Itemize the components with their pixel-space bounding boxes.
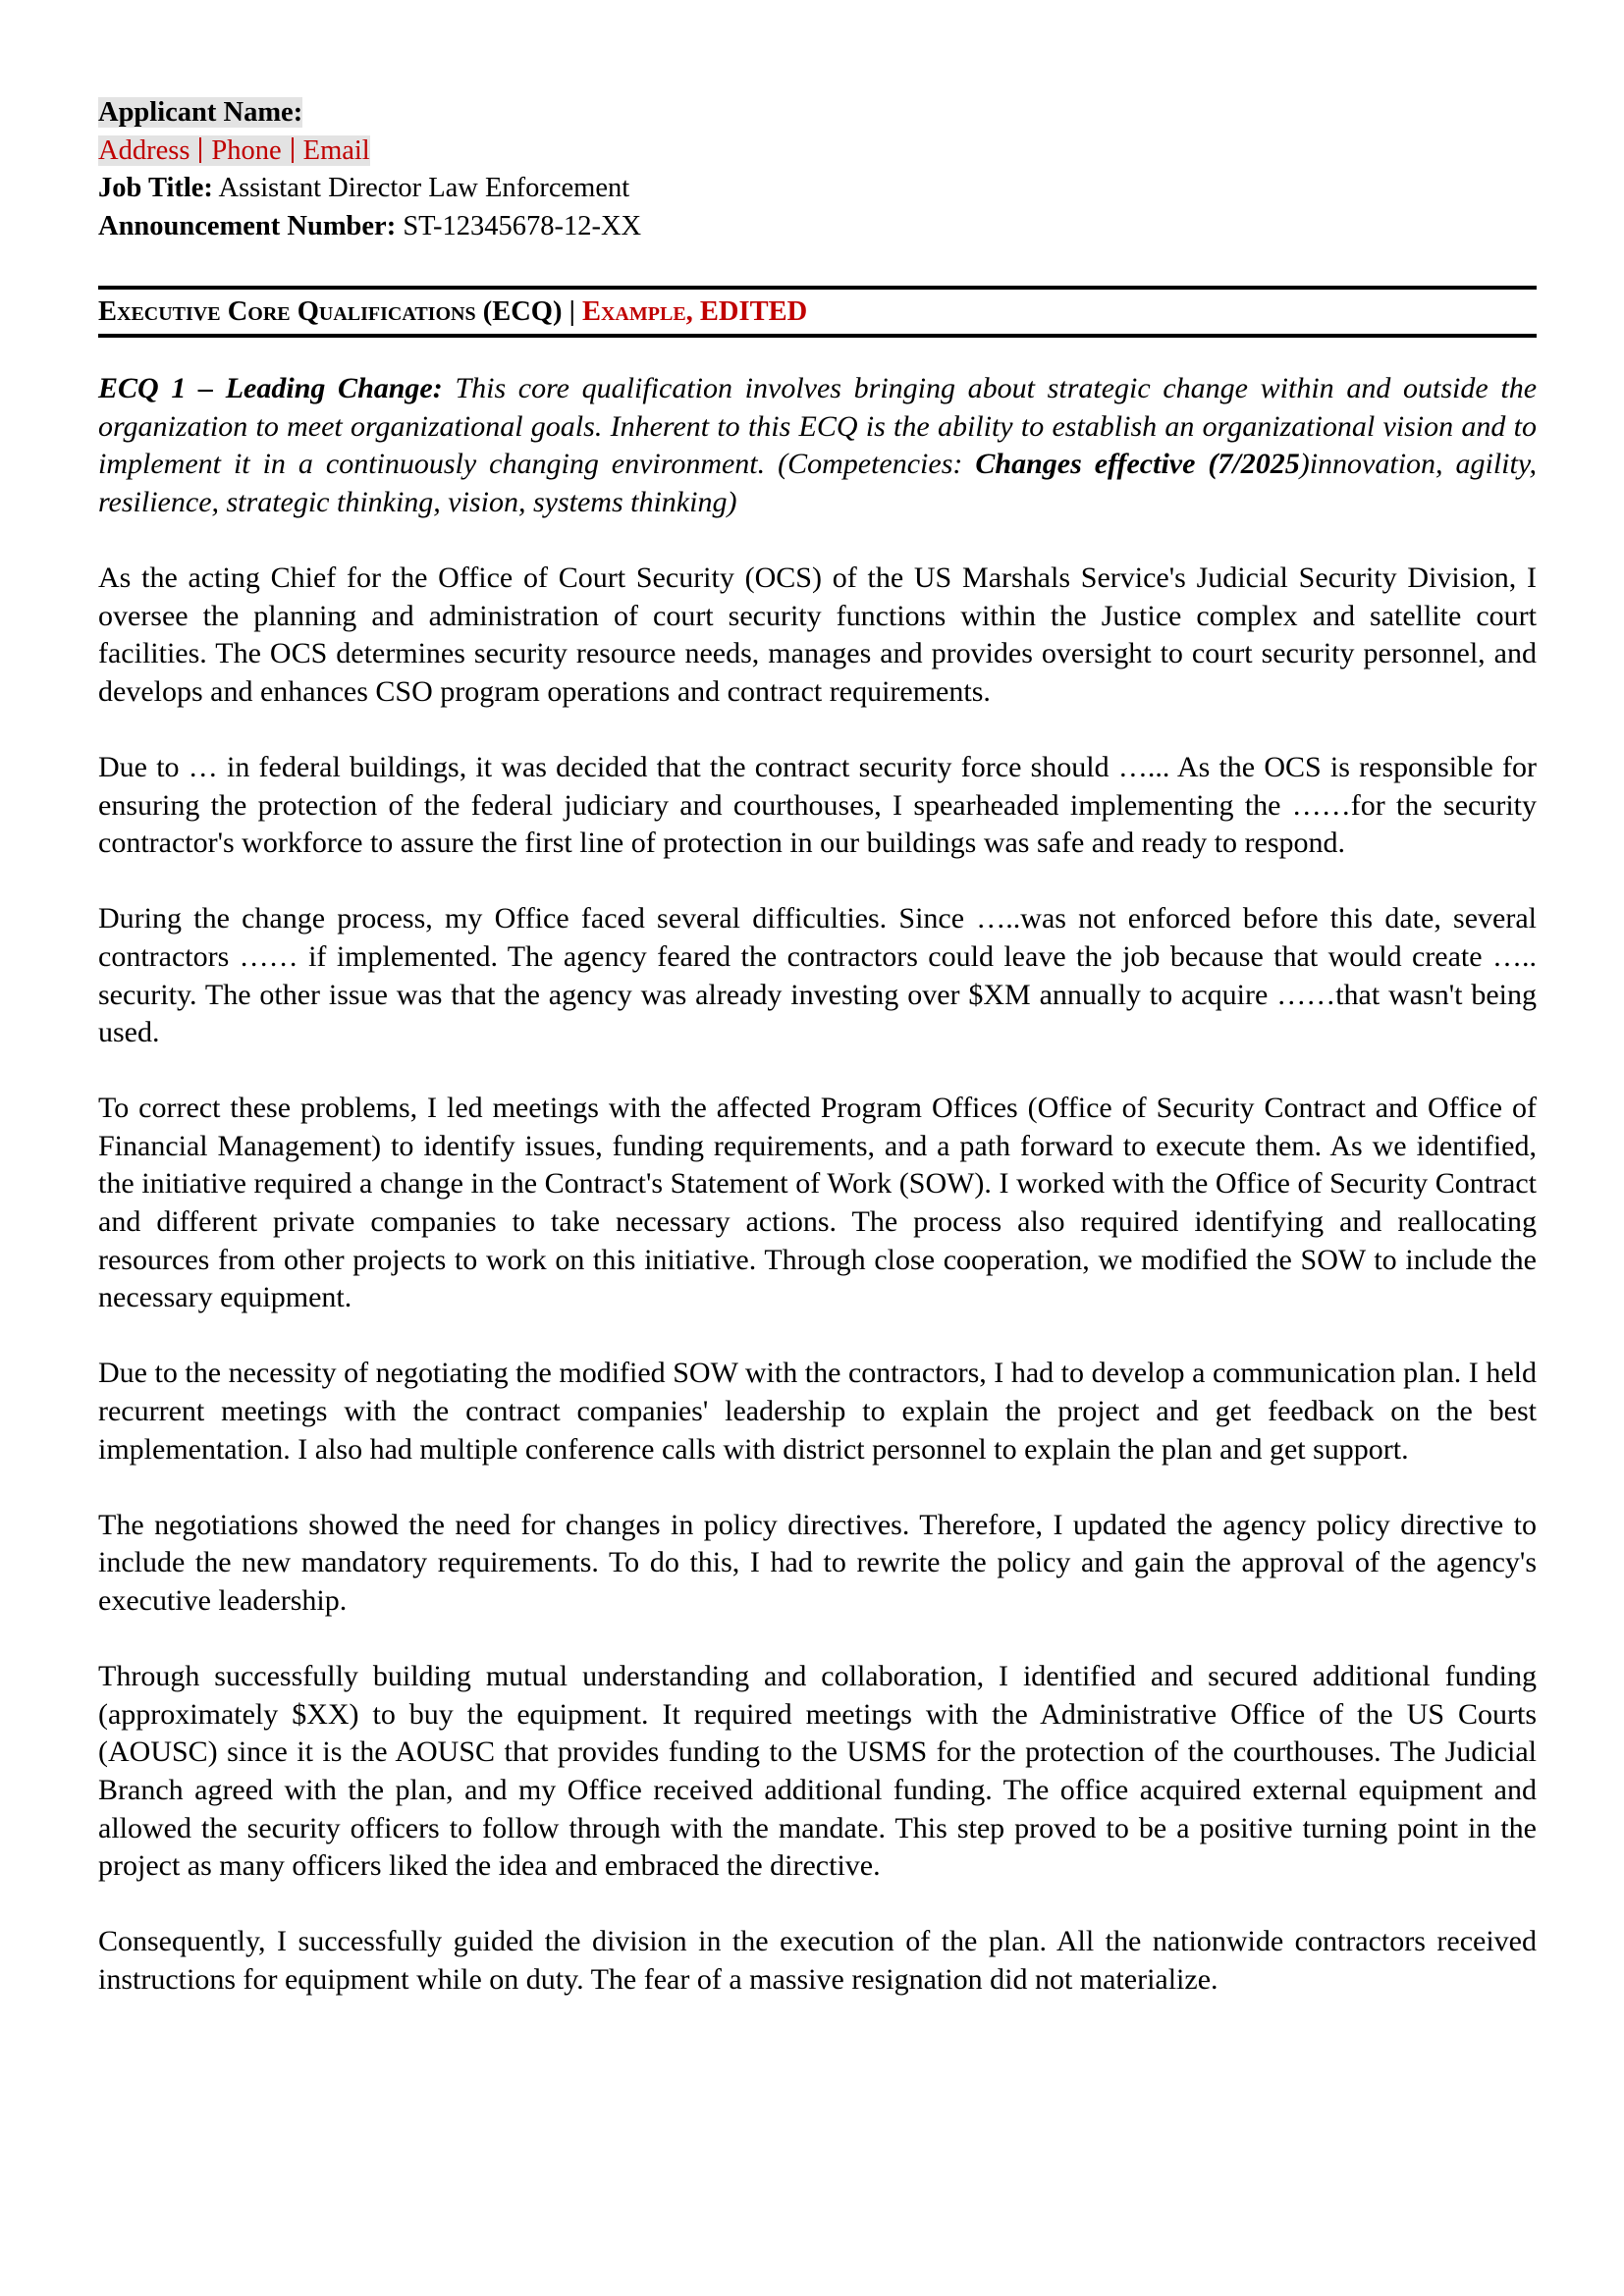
body-paragraph: During the change process, my Office faced several difficulties. Since …..was not enforced before this date, several contractors …… if implemented. The agency feared the contractors could leave the job because that would create ….. security. The other issue was that the agency was already investing over $XM annually to acquire ……that wasn't being used. xyxy=(98,902,1537,1049)
section-title: Executive Core Qualifications (ECQ) xyxy=(98,296,563,327)
phone-placeholder: Phone xyxy=(211,134,282,166)
address-placeholder: Address xyxy=(98,134,190,166)
ecq-heading: ECQ 1 – Leading Change: xyxy=(98,372,443,404)
document-page xyxy=(98,94,1537,2037)
body-paragraph: Due to … in federal buildings, it was decided that the contract security force should …... As the OCS is responsible for ensuring the protection of the federal judiciary and courthouses, I spearheaded implementing the ……for the security contractor's workforce to assure the first line of protection in our buildings was safe and ready to respond. xyxy=(98,750,1537,860)
ecq-body xyxy=(98,370,1537,2000)
changes-note: Changes effective (7/2025 xyxy=(975,448,1300,481)
body-paragraph: Consequently, I successfully guided the division in the execution of the plan. All the nationwide contractors received instructions for equipment while on duty. The fear of a massive resignation did not materialize. xyxy=(98,1925,1537,1996)
contact-line xyxy=(98,135,370,166)
section-divider: | xyxy=(568,296,575,327)
section-tag: Example, EDITED xyxy=(581,296,808,327)
body-paragraph: The negotiations showed the need for changes in policy directives. Therefore, I updated the agency policy directive to include the new mandatory requirements. To do this, I had to rewrite the policy and gain the approval of the agency's executive leadership. xyxy=(98,1508,1537,1617)
body-paragraph: To correct these problems, I led meetings with the affected Program Offices (Office of Security Contract and Office of Financial Management) to identify issues, funding requirements, and a path forward to execute them. As we identified, the initiative required a change in the Contract's Statement of Work (SOW). I worked with the Office of Security Contract and different private companies to take necessary actions. The process also required identifying and reallocating resources from other projects to work on this initiative. Through close cooperation, we modified the SOW to include the necessary equipment. xyxy=(98,1092,1537,1314)
announcement-number-value: ST-12345678-12-XX xyxy=(403,210,642,241)
contact-divider xyxy=(292,137,294,163)
email-placeholder: Email xyxy=(302,134,370,166)
contact-divider xyxy=(199,137,201,163)
ecq-description: This core qualification involves bringing about strategic change within and outside the organization to meet organizational goals. Inherent to this ECQ is the ability to establish an organizational vision and to implement it in a continuously changing environment. (Competencies: xyxy=(98,372,1538,481)
body-paragraph: Through successfully building mutual understanding and collaboration, I identified and secured additional funding (approximately $XX) to buy the equipment. It required meetings with the Administrative Office of the US Courts (AOUSC) since it is the AOUSC that provides funding to the USMS for the protection of the courthouses. The Judicial Branch agreed with the plan, and my Office received additional funding. The office acquired external equipment and allowed the security officers to follow through with the mandate. This step proved to be a positive turning point in the project as many officers liked the idea and embraced the directive. xyxy=(98,1660,1537,1883)
announcement-number-label: Announcement Number: xyxy=(98,210,397,241)
body-paragraph: As the acting Chief for the Office of Court Security (OCS) of the US Marshals Service's Judicial Security Division, I oversee the planning and administration of court security functions within the Justice complex and satellite court facilities. The OCS determines security resource needs, manages and provides oversight to court security personnel, and develops and enhances CSO program operations and contract requirements. xyxy=(98,561,1537,708)
job-title-value: Assistant Director Law Enforcement xyxy=(218,173,630,203)
ecq-competencies: )innovation, agility, resilience, strategic thinking, vision, systems thinking) xyxy=(98,448,1538,518)
job-title-label: Job Title: xyxy=(98,173,213,203)
ecq-intro xyxy=(98,370,1537,521)
body-paragraph: Due to the necessity of negotiating the modified SOW with the contractors, I had to develop a communication plan. I held recurrent meetings with the contract companies' leadership to explain the project and get feedback on the best implementation. I also had multiple conference calls with district personnel to explain the plan and get support. xyxy=(98,1357,1537,1466)
applicant-header xyxy=(98,94,1537,245)
applicant-name-label: Applicant Name: xyxy=(98,97,303,128)
section-banner xyxy=(98,286,1537,338)
